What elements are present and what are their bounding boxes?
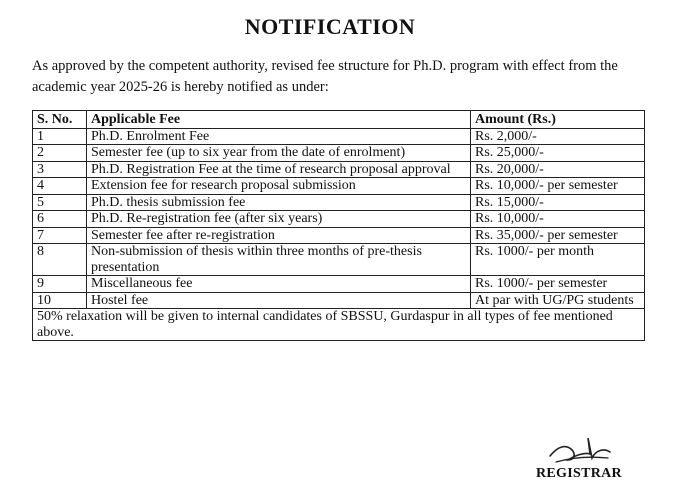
table-row	[33, 178, 645, 195]
table-note-row	[33, 309, 645, 341]
cell-fee: Ph.D. thesis submission fee	[87, 194, 471, 211]
cell-fee: Ph.D. Enrolment Fee	[87, 128, 471, 145]
table-row	[33, 128, 645, 145]
cell-fee: Extension fee for research proposal submission	[87, 178, 471, 195]
cell-fee: Ph.D. Registration Fee at the time of research proposal approval	[87, 161, 471, 178]
cell-sno: 2	[33, 145, 87, 162]
cell-sno: 3	[33, 161, 87, 178]
cell-sno: 1	[33, 128, 87, 145]
table-row	[33, 161, 645, 178]
cell-sno: 7	[33, 227, 87, 244]
fee-table	[32, 110, 645, 341]
cell-sno: 8	[33, 244, 87, 276]
cell-fee: Miscellaneous fee	[87, 276, 471, 293]
cell-fee: Non-submission of thesis within three months of pre-thesis presentation	[87, 244, 471, 276]
table-row	[33, 211, 645, 228]
table-row	[33, 276, 645, 293]
cell-sno: 10	[33, 292, 87, 309]
cell-sno: 6	[33, 211, 87, 228]
table-header-row	[33, 111, 645, 129]
cell-amount: Rs. 25,000/-	[471, 145, 645, 162]
cell-sno: 5	[33, 194, 87, 211]
intro-paragraph: As approved by the competent authority, revised fee structure for Ph.D. program with effect from the academic year 2025-26 is hereby notified as under:	[32, 58, 618, 95]
header-sno: S. No.	[33, 111, 87, 129]
cell-fee: Semester fee after re-registration	[87, 227, 471, 244]
registrar-signature	[544, 434, 616, 468]
cell-fee: Hostel fee	[87, 292, 471, 309]
relaxation-note: 50% relaxation will be given to internal candidates of SBSSU, Gurdaspur in all types of fee mentioned above.	[33, 309, 645, 341]
cell-amount: Rs. 35,000/- per semester	[471, 227, 645, 244]
cell-amount: Rs. 1000/- per semester	[471, 276, 645, 293]
cell-sno: 4	[33, 178, 87, 195]
table-row	[33, 227, 645, 244]
cell-amount: At par with UG/PG students	[471, 292, 645, 309]
cell-amount: Rs. 20,000/-	[471, 161, 645, 178]
cell-amount: Rs. 1000/- per month	[471, 244, 645, 276]
table-row	[33, 244, 645, 276]
cell-amount: Rs. 15,000/-	[471, 194, 645, 211]
header-amount: Amount (Rs.)	[471, 111, 645, 129]
table-row	[33, 194, 645, 211]
cell-sno: 9	[33, 276, 87, 293]
cell-amount: Rs. 10,000/-	[471, 211, 645, 228]
notification-title: NOTIFICATION	[244, 14, 416, 39]
cell-fee: Ph.D. Re-registration fee (after six years)	[87, 211, 471, 228]
table-row	[33, 292, 645, 309]
header-applicable-fee: Applicable Fee	[87, 111, 471, 129]
signatory-title: REGISTRAR	[536, 466, 622, 481]
table-row	[33, 145, 645, 162]
cell-amount: Rs. 2,000/-	[471, 128, 645, 145]
cell-fee: Semester fee (up to six year from the date of enrolment)	[87, 145, 471, 162]
cell-amount: Rs. 10,000/- per semester	[471, 178, 645, 195]
